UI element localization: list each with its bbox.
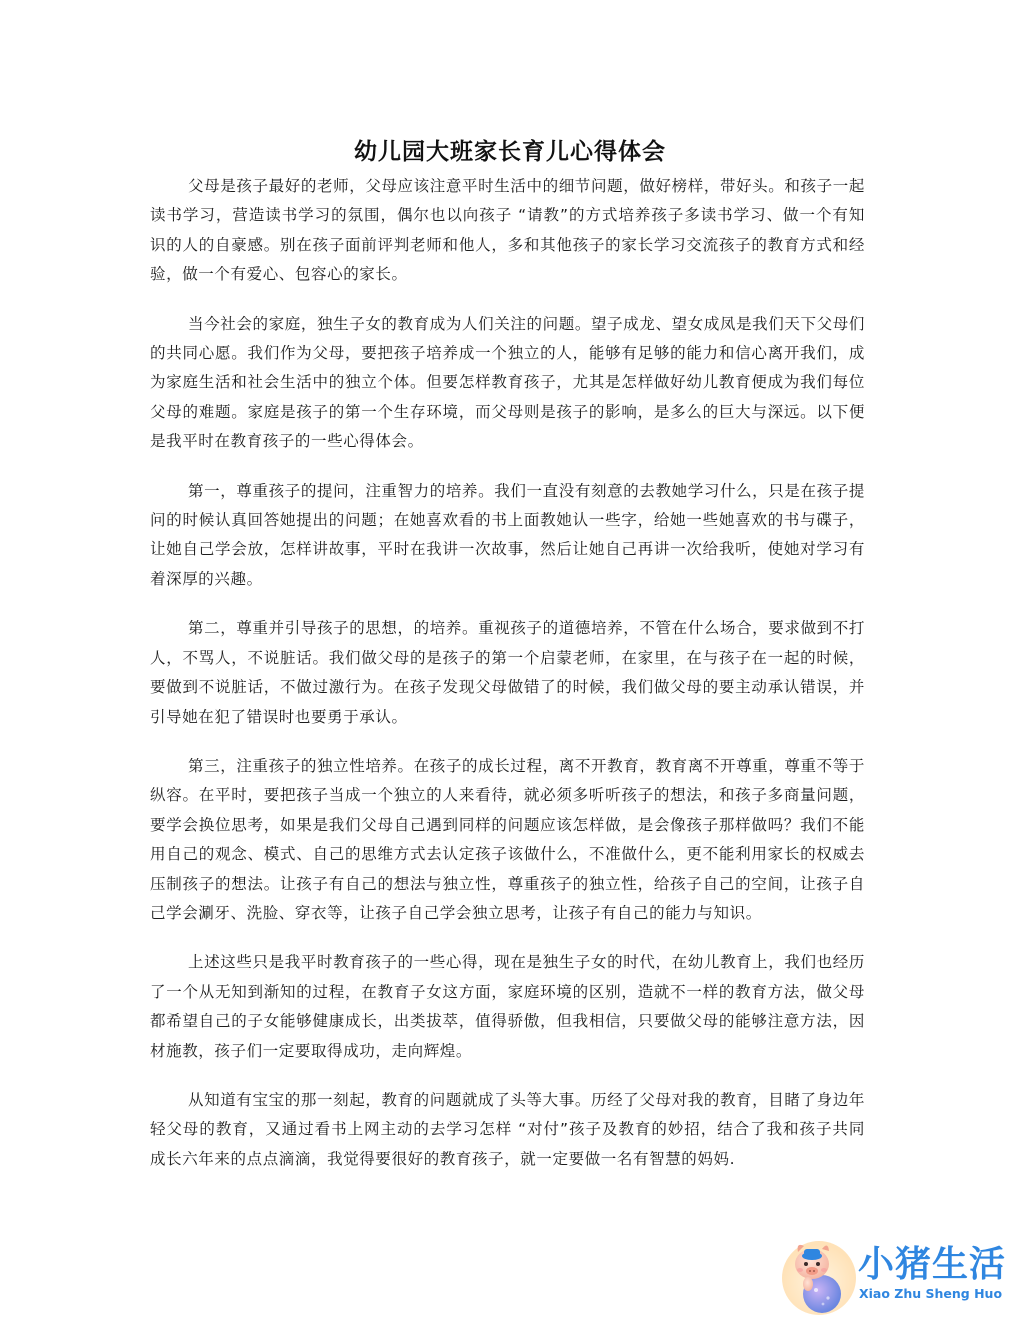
pig-mascot-icon (778, 1232, 860, 1316)
document-title: 幼儿园大班家长育儿心得体会 (354, 138, 666, 166)
paragraph: 第三，注重孩子的独立性培养。在孩子的成长过程，离不开教育，教育离不开尊重，尊重不等于纵容。在平时，要把孩子当成一个独立的人来看待，就必须多听听孩子的想法，和孩子多商量问题，要学会换位思考，如果是我们父母自己遇到同样的问题应该怎样做，是会像孩子那样做吗？我们不能用自己的观念、模式、自己的思维方式去认定孩子该做什么，不准做什么，更不能利用家长的权威去压制孩子的想法。让孩子有自己的想法与独立性，尊重孩子的独立性，给孩子自己的空间，让孩子自己学会涮牙、洗脸、穿衣等，让孩子自己学会独立思考，让孩子有自己的能力与知识。 (150, 756, 865, 922)
paragraph: 第二，尊重并引导孩子的思想，的培养。重视孩子的道德培养，不管在什么场合，要求做到不打人，不骂人，不说脏话。我们做父母的是孩子的第一个启蒙老师，在家里，在与孩子在一起的时候，要做到不说脏话，不做过激行为。在孩子发现父母做错了的时候，我们做父母的要主动承认错误，并引导她在犯了错误时也要勇于承认。 (150, 619, 865, 726)
watermark-name-en: Xiao Zhu Sheng Huo (859, 1286, 1003, 1301)
paragraph: 第一，尊重孩子的提问，注重智力的培养。我们一直没有刻意的去教她学习什么，只是在孩子提问的时候认真回答她提出的问题；在她喜欢看的书上面教她认一些字，给她一些她喜欢的书与碟子，让她自己学会放，怎样讲故事，平时在我讲一次故事，然后让她自己再讲一次给我听，使她对学习有着深厚的兴趣。 (150, 481, 865, 588)
document-body (150, 172, 865, 1194)
watermark-logo (778, 1232, 1014, 1316)
paragraph: 当今社会的家庭，独生子女的教育成为人们关注的问题。望子成龙、望女成凤是我们天下父母们的共同心愿。我们作为父母，要把孩子培养成一个独立的人，能够有足够的能力和信心离开我们，成为家庭生活和社会生活中的独立个体。但要怎样教育孩子，尤其是怎样做好幼儿教育便成为我们每位父母的难题。家庭是孩子的第一个生存环境，而父母则是孩子的影响，是多么的巨大与深远。以下便是我平时在教育孩子的一些心得体会。 (150, 314, 865, 451)
paragraph: 父母是孩子最好的老师，父母应该注意平时生活中的细节问题，做好榜样，带好头。和孩子一起读书学习，营造读书学习的氛围，偶尔也以向孩子 “请教”的方式培养孩子多读书学习、做一个有知识的人的自豪感。别在孩子面前评判老师和他人，多和其他孩子的家长学习交流孩子的教育方式和经验，做一个有爱心、包容心的家长。 (150, 177, 865, 284)
watermark-name-cn: 小猪生活 (858, 1244, 1007, 1285)
paragraph: 上述这些只是我平时教育孩子的一些心得，现在是独生子女的时代，在幼儿教育上，我们也经历了一个从无知到渐知的过程，在教育子女这方面，家庭环境的区别，造就不一样的教育方法，做父母都希望自己的子女能够健康成长，出类拔萃，值得骄傲，但我相信，只要做父母的能够注意方法，因材施教，孩子们一定要取得成功，走向辉煌。 (150, 953, 865, 1060)
paragraph: 从知道有宝宝的那一刻起，教育的问题就成了头等大事。历经了父母对我的教育，目睹了身边年轻父母的教育，又通过看书上网主动的去学习怎样 “对付”孩子及教育的妙招，结合了我和孩子共同成长六年来的点点滴滴，我觉得要很好的教育孩子，就一定要做一名有智慧的妈妈. (150, 1090, 865, 1168)
